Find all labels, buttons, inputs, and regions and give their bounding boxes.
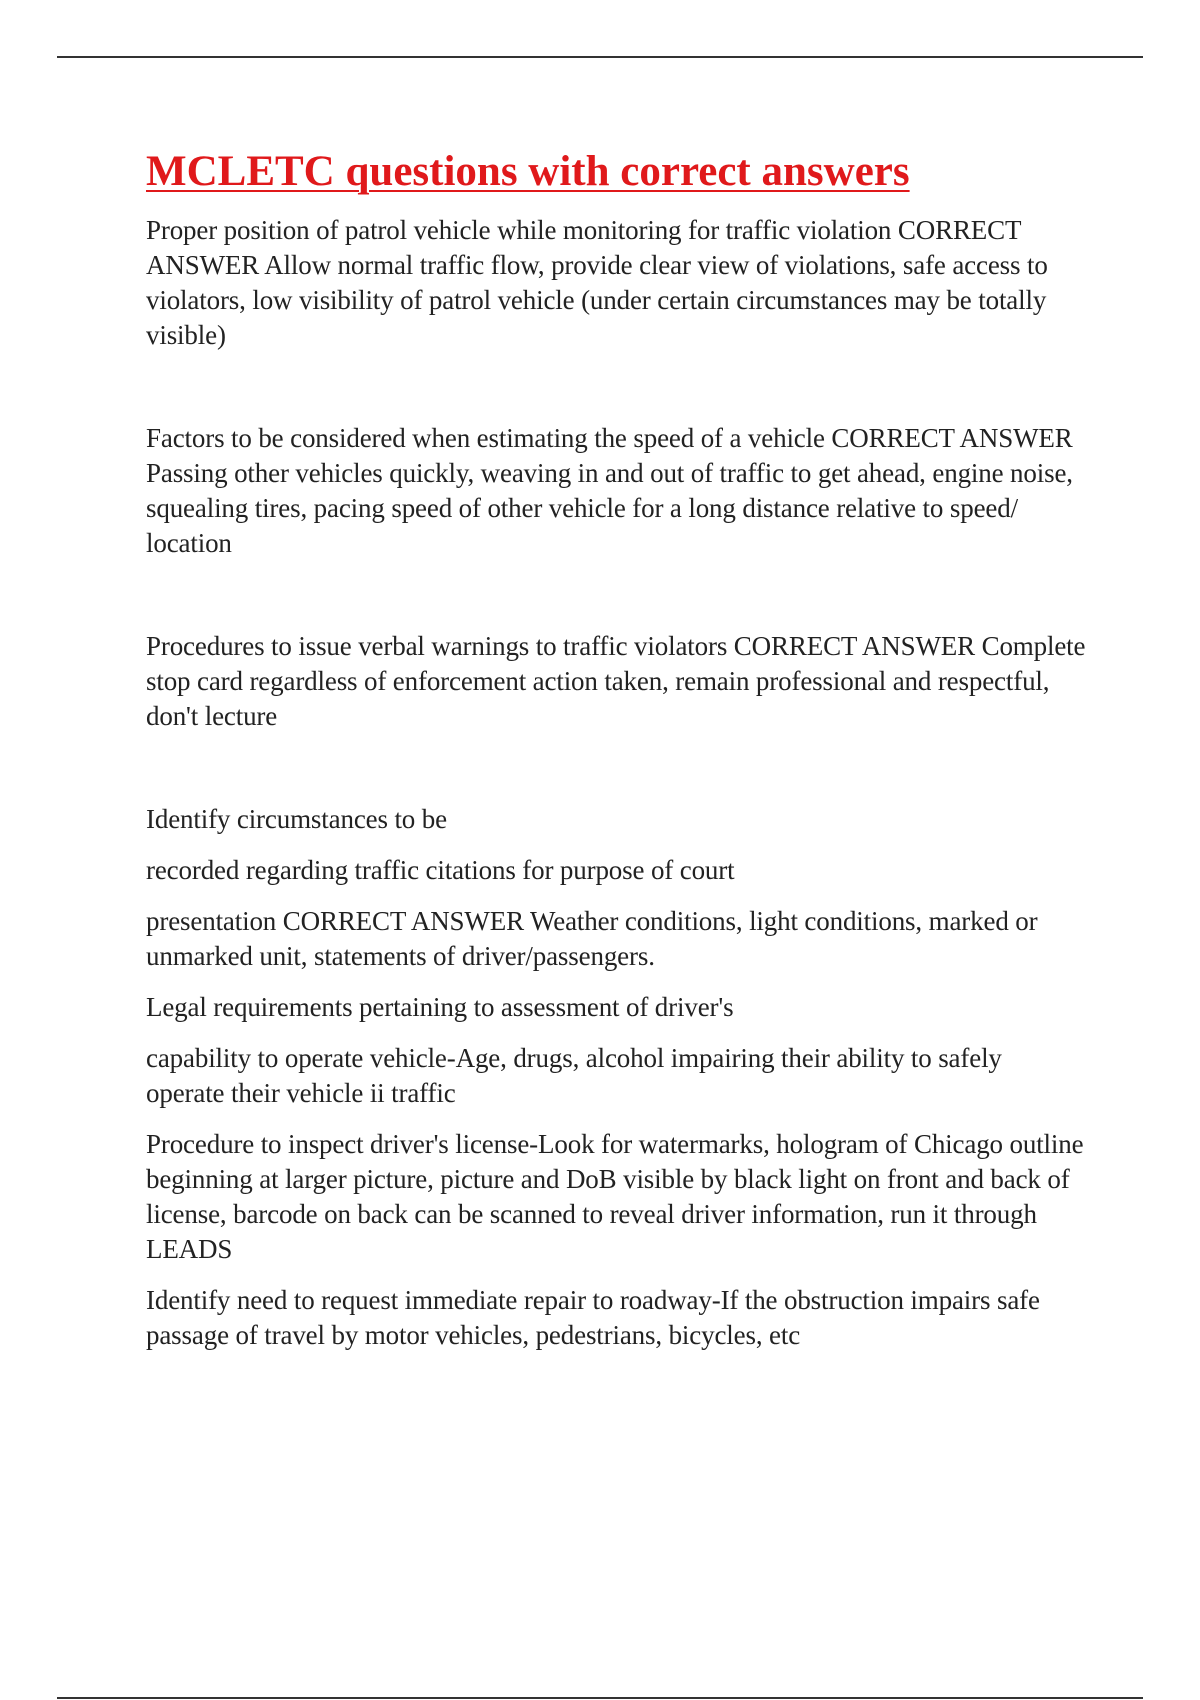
qa-paragraph-speed-factors: Factors to be considered when estimating the speed of a vehicle CORRECT ANSWER Passing other vehicles quickly, weaving in and out of traffic to get ahead, engine noise, squealing tires, pacing speed of other vehicle for a long distance relative to speed/ location [146, 423, 1073, 558]
document-title: MCLETC questions with correct answers [146, 148, 910, 195]
qa-paragraph-circumstances-line2: recorded regarding traffic citations for purpose of court [146, 855, 735, 885]
qa-paragraph-circumstances-line1: Identify circumstances to be [146, 804, 447, 834]
qa-paragraph-patrol-position: Proper position of patrol vehicle while monitoring for traffic violation CORRECT ANSWER Allow normal traffic flow, provide clear view of violations, safe access to violators, low visibility of patrol vehicle (under certain circumstances may be totally visible) [146, 215, 1048, 350]
bottom-rule [57, 1697, 1143, 1699]
qa-paragraph-roadway-repair: Identify need to request immediate repair to roadway-If the obstruction impairs safe passage of travel by motor vehicles, pedestrians, bicycles, etc [146, 1285, 1040, 1350]
qa-paragraph-license-inspection: Procedure to inspect driver's license-Look for watermarks, hologram of Chicago outline beginning at larger picture, picture and DoB visible by black light on front and back of license, barcode on back can be scanned to reveal driver information, run it through LEADS [146, 1129, 1084, 1264]
qa-paragraph-verbal-warnings: Procedures to issue verbal warnings to traffic violators CORRECT ANSWER Complete stop card regardless of enforcement action taken, remain professional and respectful, don't lecture [146, 631, 1086, 731]
top-rule [57, 56, 1143, 58]
qa-paragraph-capability: capability to operate vehicle-Age, drugs, alcohol impairing their ability to safely operate their vehicle ii traffic [146, 1043, 1002, 1108]
qa-paragraph-legal-requirements: Legal requirements pertaining to assessment of driver's [146, 992, 734, 1022]
qa-paragraph-circumstances-answer: presentation CORRECT ANSWER Weather conditions, light conditions, marked or unmarked unit, statements of driver/passengers. [146, 906, 1038, 971]
document-body [146, 145, 1086, 1353]
